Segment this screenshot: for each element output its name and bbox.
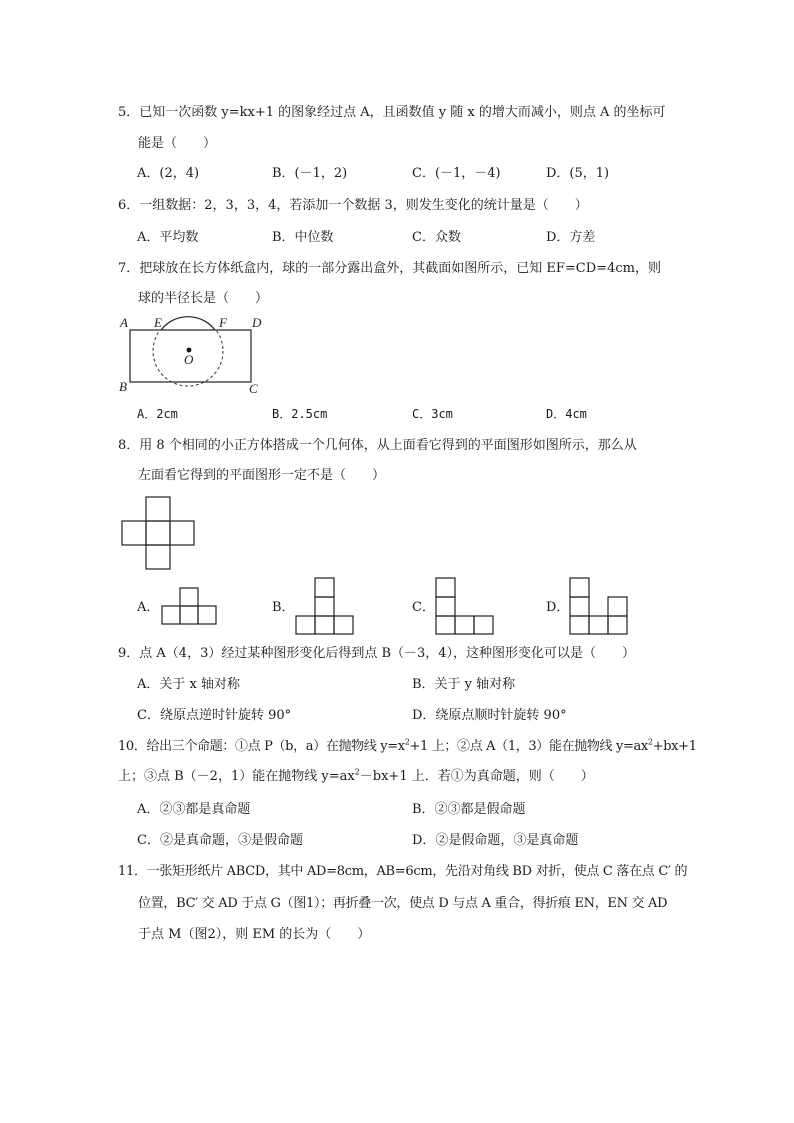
q8-option-d[interactable]: D．: [546, 600, 570, 615]
q7-label-d: D: [252, 315, 262, 330]
q5-option-c[interactable]: C．(－1，－4): [412, 166, 501, 181]
q7-label-c: C: [249, 381, 258, 396]
q11-stem-line2: 位置，BC′ 交 AD 于点 G（图1）；再折叠一次，使点 D 与点 A 重合，得折痕 EN，EN 交 AD: [138, 896, 668, 911]
q10-option-b[interactable]: B．②③都是假命题: [412, 802, 526, 817]
q9-stem: 9．点 A（4，3）经过某种图形变化后得到点 B（－3，4），这种图形变化可以是（ ）: [118, 646, 636, 661]
q9-option-b[interactable]: B．关于 y 轴对称: [412, 677, 516, 692]
q6-option-d[interactable]: D．方差: [546, 230, 596, 245]
q8-option-d-figure[interactable]: [569, 577, 629, 635]
q5-option-b[interactable]: B．(－1，2): [272, 166, 348, 181]
q7-stem-line2: 球的半径长是（ ）: [138, 291, 269, 306]
q5-option-d[interactable]: D．(5，1): [546, 166, 610, 181]
q11-stem-line3: 于点 M（图2），则 EM 的长为（ ）: [138, 927, 371, 942]
q7-label-e: E: [154, 315, 162, 330]
q7-label-o: O: [184, 352, 194, 367]
q7-box-ball-figure: [118, 313, 278, 398]
q5-option-a[interactable]: A．(2，4): [137, 166, 200, 181]
q8-option-c[interactable]: C．: [412, 600, 435, 615]
q5-stem-line2: 能是（ ）: [138, 136, 217, 151]
q6-stem: 6．一组数据：2，3，3，4，若添加一个数据 3，则发生变化的统计量是（ ）: [118, 198, 588, 213]
q6-option-b[interactable]: B．中位数: [272, 230, 334, 245]
q8-option-a[interactable]: A．: [137, 600, 160, 615]
q6-option-a[interactable]: A．平均数: [137, 230, 199, 245]
q7-label-f: F: [219, 315, 227, 330]
q10-stem-line1: 10．给出三个命题：①点 P（b，a）在抛物线 $y=x^2+1$ 上；②点 A（1，3）能在抛物线 $y=ax^2+bx+1$: [118, 737, 697, 754]
q8-option-b[interactable]: B．: [272, 600, 295, 615]
q11-stem-line1: 11．一张矩形纸片 ABCD，其中 AD=8cm，AB=6cm，先沿对角线 BD 对折，使点 C 落在点 C′ 的: [118, 864, 688, 879]
q9-option-c[interactable]: C．绕原点逆时针旋转 90°: [137, 708, 292, 723]
q6-option-c[interactable]: C．众数: [412, 230, 461, 245]
q7-label-a: A: [120, 315, 128, 330]
q8-top-view-figure: [121, 496, 197, 570]
q7-stem-line1: 7．把球放在长方体纸盒内，球的一部分露出盒外，其截面如图所示，已知 EF=CD=4cm，则: [118, 261, 661, 276]
q7-option-b[interactable]: B．2.5cm: [272, 407, 328, 421]
q7-option-a[interactable]: A．2cm: [137, 407, 178, 421]
q7-option-c[interactable]: C．3cm: [412, 407, 453, 421]
q9-option-d[interactable]: D．绕原点顺时针旋转 90°: [412, 708, 567, 723]
q8-stem-line1: 8．用 8 个相同的小正方体搭成一个几何体，从上面看它得到的平面图形如图所示，那么从: [118, 438, 637, 453]
q7-option-d[interactable]: D．4cm: [546, 407, 587, 421]
q8-stem-line2: 左面看它得到的平面图形一定不是（ ）: [138, 468, 386, 483]
q8-option-c-figure[interactable]: [435, 577, 495, 635]
q9-option-a[interactable]: A．关于 x 轴对称: [137, 677, 240, 692]
q10-option-c[interactable]: C．②是真命题，③是假命题: [137, 833, 303, 848]
q7-label-b: B: [119, 379, 127, 394]
q10-stem-line2: 上；③点 B（－2，1）能在抛物线 $y=ax^2-bx+1$ 上．若①为真命题，则（ ）: [118, 767, 594, 784]
q10-option-a[interactable]: A．②③都是真命题: [137, 802, 251, 817]
q10-option-d[interactable]: D．②是假命题，③是真命题: [412, 833, 579, 848]
q5-stem-line1: 5．已知一次函数 y=kx+1 的图象经过点 A，且函数值 y 随 x 的增大而减小，则点 A 的坐标可: [118, 105, 666, 120]
q8-option-b-figure[interactable]: [295, 577, 355, 635]
q8-option-a-figure[interactable]: [161, 587, 219, 627]
